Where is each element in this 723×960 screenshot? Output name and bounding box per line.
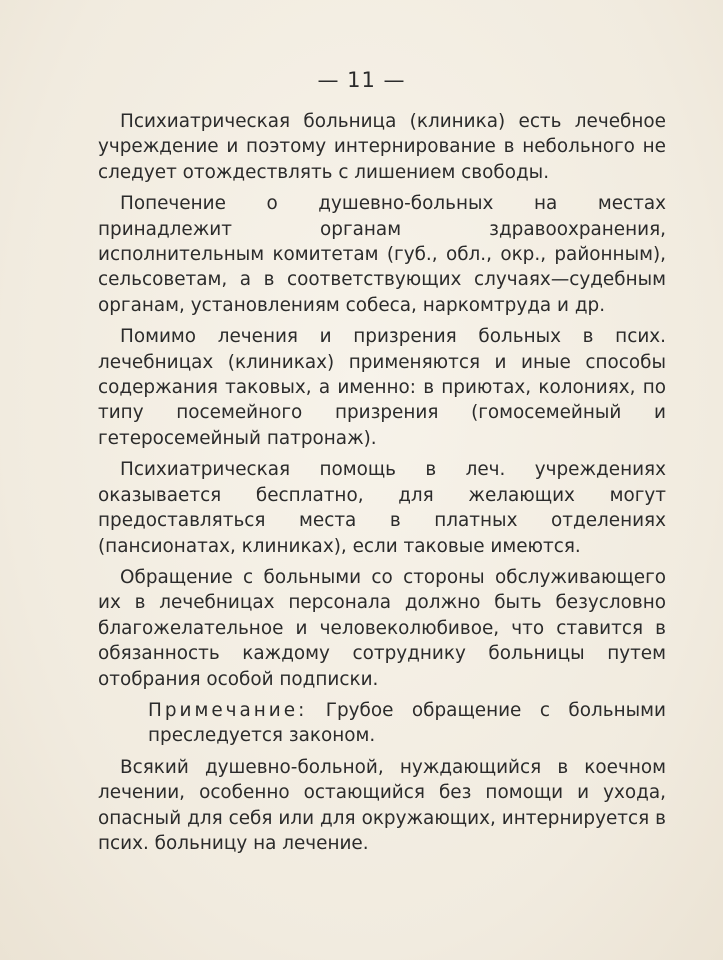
note-paragraph <box>98 698 666 749</box>
paragraph-treatment-of-patients: Обращение с больными со стороны обслуживающего их в лечебницах персонала должно быть безусловно благожелательное и человеколюбивое, что ставится в обязанность каждому сотруднику больницы путем отобрания особой подписки. <box>98 566 666 690</box>
paragraph-other-care-methods: Помимо лечения и призрения больных в псих. лечебницах (клиниках) применяются и иные способы содержания таковых, а именно: в приютах, колониях, по типу посемейного призрения (гомосемейный и гетеросемейный патронаж). <box>98 326 666 449</box>
note-text: Грубое обращение с больными преследуется законом. <box>148 699 666 747</box>
body-text <box>98 109 666 856</box>
paragraph-hospital-definition: Психиатрическая больница (клиника) есть лечебное учреждение и поэтому интернирование в небольного не следует отождествлять с лишением свободы. <box>98 111 666 183</box>
paragraph-care-authorities: Попечение о душевно-больных на местах принадлежит органам здравоохранения, исполнительным комитетам (губ., обл., окр., районным), сельсоветам, а в соответствующих случаях—судебным органам, установлениям собеса, наркомтруда и др. <box>98 193 666 316</box>
paragraph-free-care: Психиатрическая помощь в леч. учреждениях оказывается бесплатно, для желающих могут предоставляться места в платных отделениях (пансионатах, клиниках), если таковые имеются. <box>98 459 666 557</box>
page-number: — 11 — <box>317 68 406 92</box>
note-label: Примечание: <box>148 699 308 721</box>
paragraph-hospitalization: Всякий душевно-больной, нуждающийся в коечном лечении, особенно остающийся без помощи и ухода, опасный для себя или для окружающих, интернируется в псих. больницу на лечение. <box>98 756 666 854</box>
